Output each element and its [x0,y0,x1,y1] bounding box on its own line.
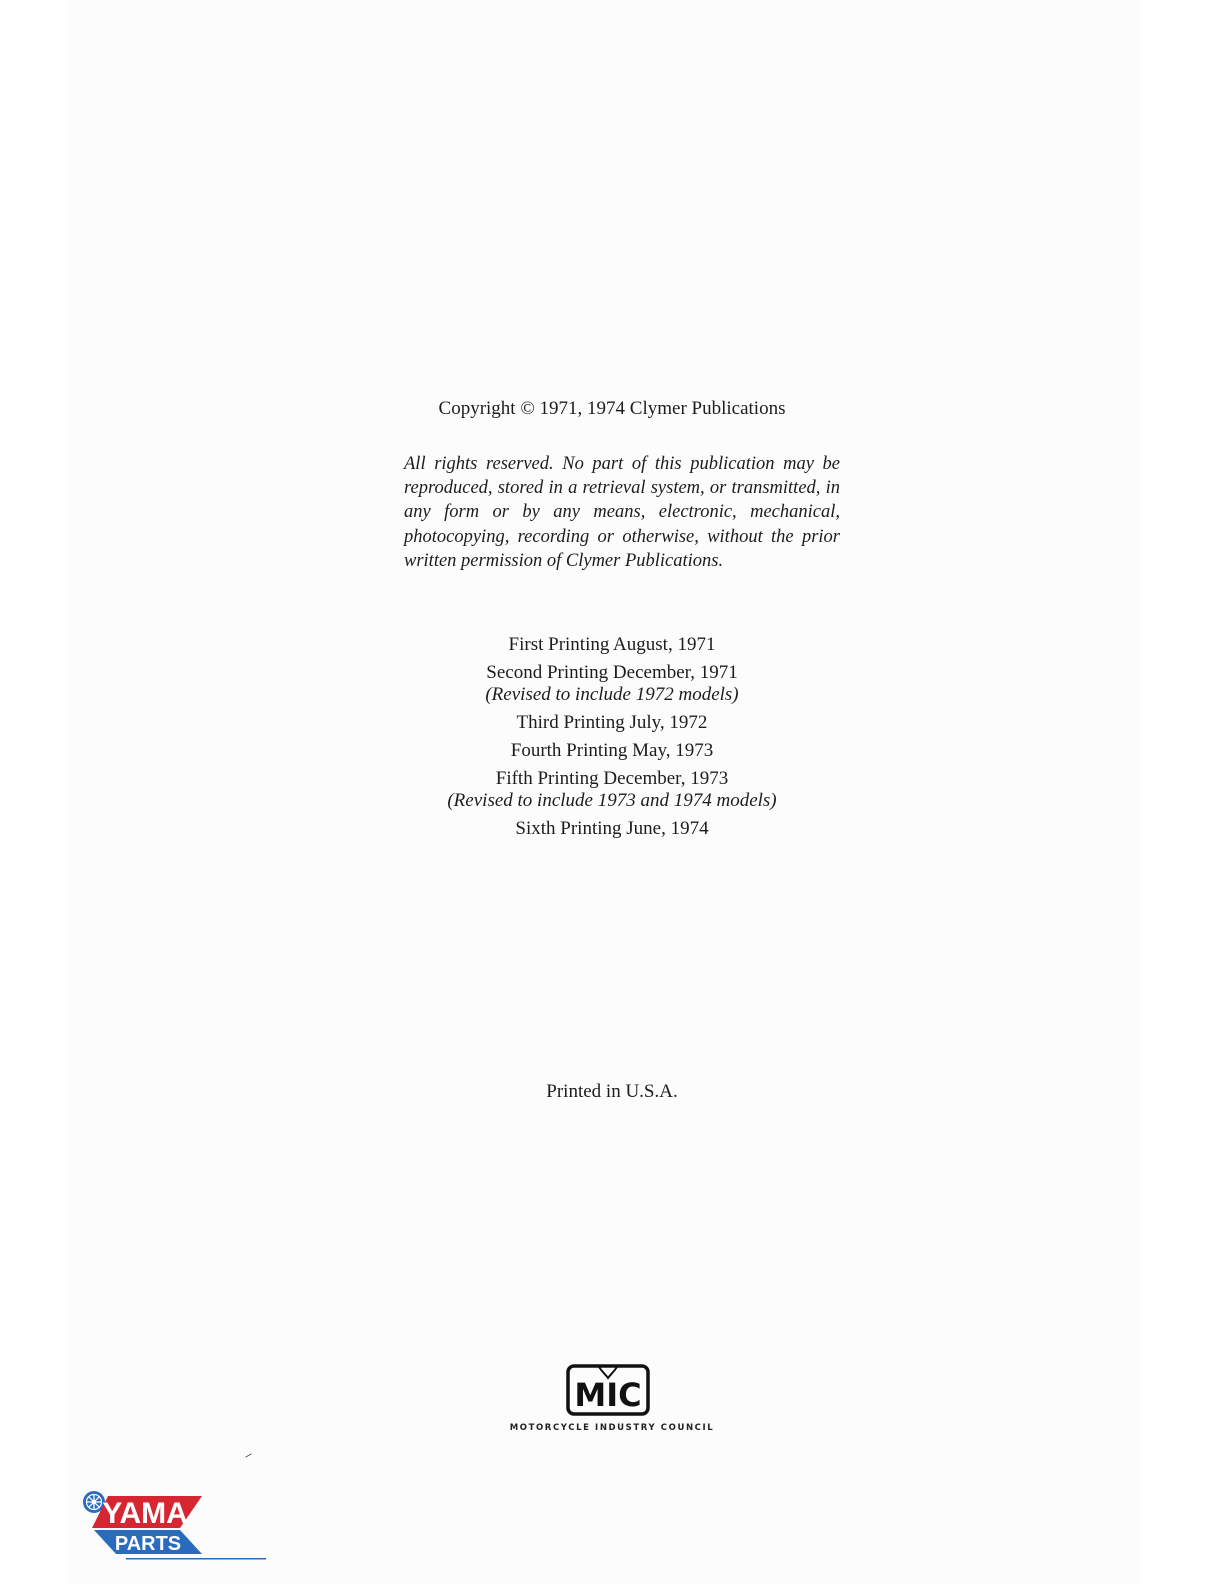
mic-caption: MOTORCYCLE INDUSTRY COUNCIL [509,1423,715,1433]
mic-logo [566,1364,650,1416]
printing-entry [0,712,1224,734]
printing-entry [0,634,1224,656]
printing-date: Second Printing December, 1971 [486,662,738,683]
parts-text: PARTS [114,1533,182,1555]
printing-date: Sixth Printing June, 1974 [515,818,709,839]
printing-date: Fourth Printing May, 1973 [510,740,714,761]
printed-in-notice: Printed in U.S.A. [546,1081,678,1102]
mic-logo-letters: MIC [574,1376,642,1414]
printing-date: Third Printing July, 1972 [516,712,708,733]
yamaparts-logo [82,1488,268,1562]
printing-date: First Printing August, 1971 [508,634,716,655]
printing-history [0,634,1224,846]
copyright-notice: Copyright © 1971, 1974 Clymer Publications [438,398,786,419]
yama-text: YAMA [102,1497,188,1530]
printing-date: Fifth Printing December, 1973 [495,768,729,789]
revision-note: (Revised to include 1973 and 1974 models) [447,790,777,811]
printing-entry [0,662,1224,706]
printing-entry [0,740,1224,762]
printing-entry [0,768,1224,812]
revision-note: (Revised to include 1972 models) [485,684,739,705]
printing-entry [0,818,1224,840]
rights-reserved-paragraph: All rights reserved. No part of this publication may be reproduced, stored in a retrieval system, or transmitted, in any form or by any means, electronic, mechanical, photocopying, recording or otherwise, without the prior written permission of Clymer Publications. [404,454,840,571]
